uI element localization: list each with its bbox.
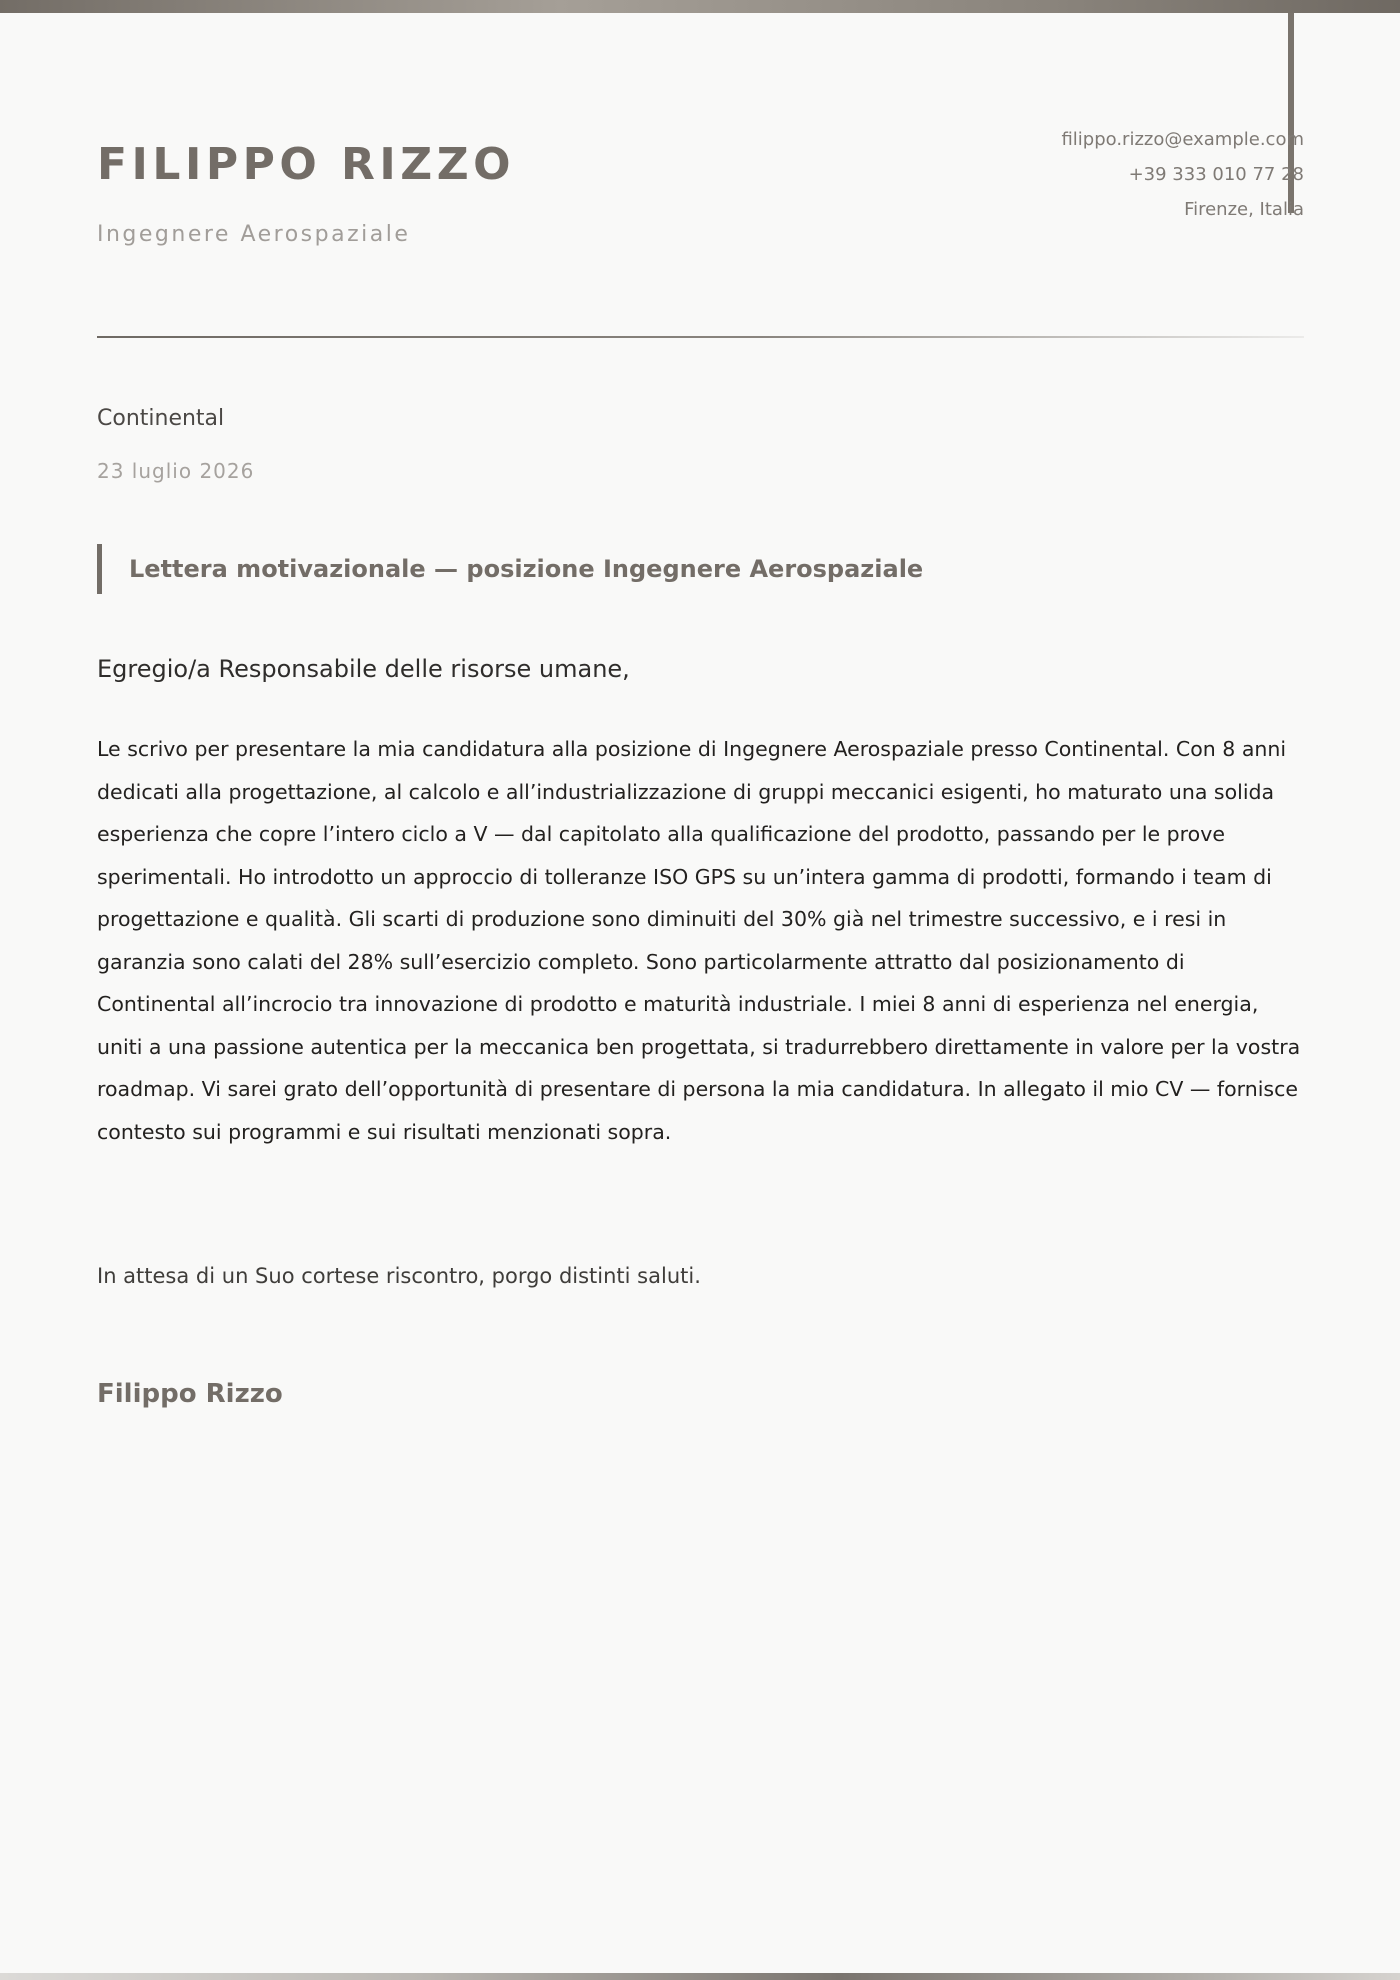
letter-body: Le scrivo per presentare la mia candidatura alla posizione di Ingegnere Aerospaziale presso Continental. Con 8 anni dedicati alla progettazione, al calcolo e all’industrializzazione di gruppi meccanici esigenti, ho maturato una solida esperienza che copre l’intero ciclo a V — dal capitolato alla qualificazione del prodotto, passando per le prove sperimentali. Ho introdotto un approccio di tolleranze ISO GPS su un’intera gamma di prodotti, formando i team di progettazione e qualità. Gli scarti di produzione sono diminuiti del 30% già nel trimestre successivo, e i resi in garanzia sono calati del 28% sull’esercizio completo. Sono particolarmente attratto dal posizionamento di Continental all’incrocio tra innovazione di prodotto e maturità industriale. I miei 8 anni di esperienza nel energia, uniti a una passione autentica per la meccanica ben progettata, si tradurrebbero direttamente in valore per la vostra roadmap. Vi sarei grato dell’opportunità di presentare di persona la mia candidatura. In allegato il mio CV — fornisce contesto sui programmi e sui risultati menzionati sopra.: [97, 737, 1301, 1144]
sender-role: Ingegnere Aerospaziale: [97, 222, 411, 247]
sender-name: FILIPPO RIZZO: [97, 139, 516, 190]
letter-salutation: Egregio/a Responsabile delle risorse umane,: [97, 655, 630, 683]
letter-subject: Lettera motivazionale — posizione Ingegnere Aerospaziale: [97, 544, 923, 594]
contact-block: [1061, 126, 1304, 231]
recipient-company: Continental: [97, 406, 225, 431]
header-divider: [97, 336, 1304, 338]
letter-closing: In attesa di un Suo cortese riscontro, porgo distinti saluti.: [97, 1264, 701, 1288]
contact-email[interactable]: filippo.rizzo@example.com: [1061, 129, 1304, 150]
top-accent-bar: [0, 0, 1400, 13]
bottom-accent-bar: [0, 1973, 1400, 1980]
contact-location: Firenze, Italia: [1184, 199, 1304, 220]
letter-date: 23 luglio 2026: [97, 459, 255, 483]
signature: Filippo Rizzo: [97, 1379, 283, 1409]
contact-phone[interactable]: +39 333 010 77 28: [1128, 164, 1304, 185]
